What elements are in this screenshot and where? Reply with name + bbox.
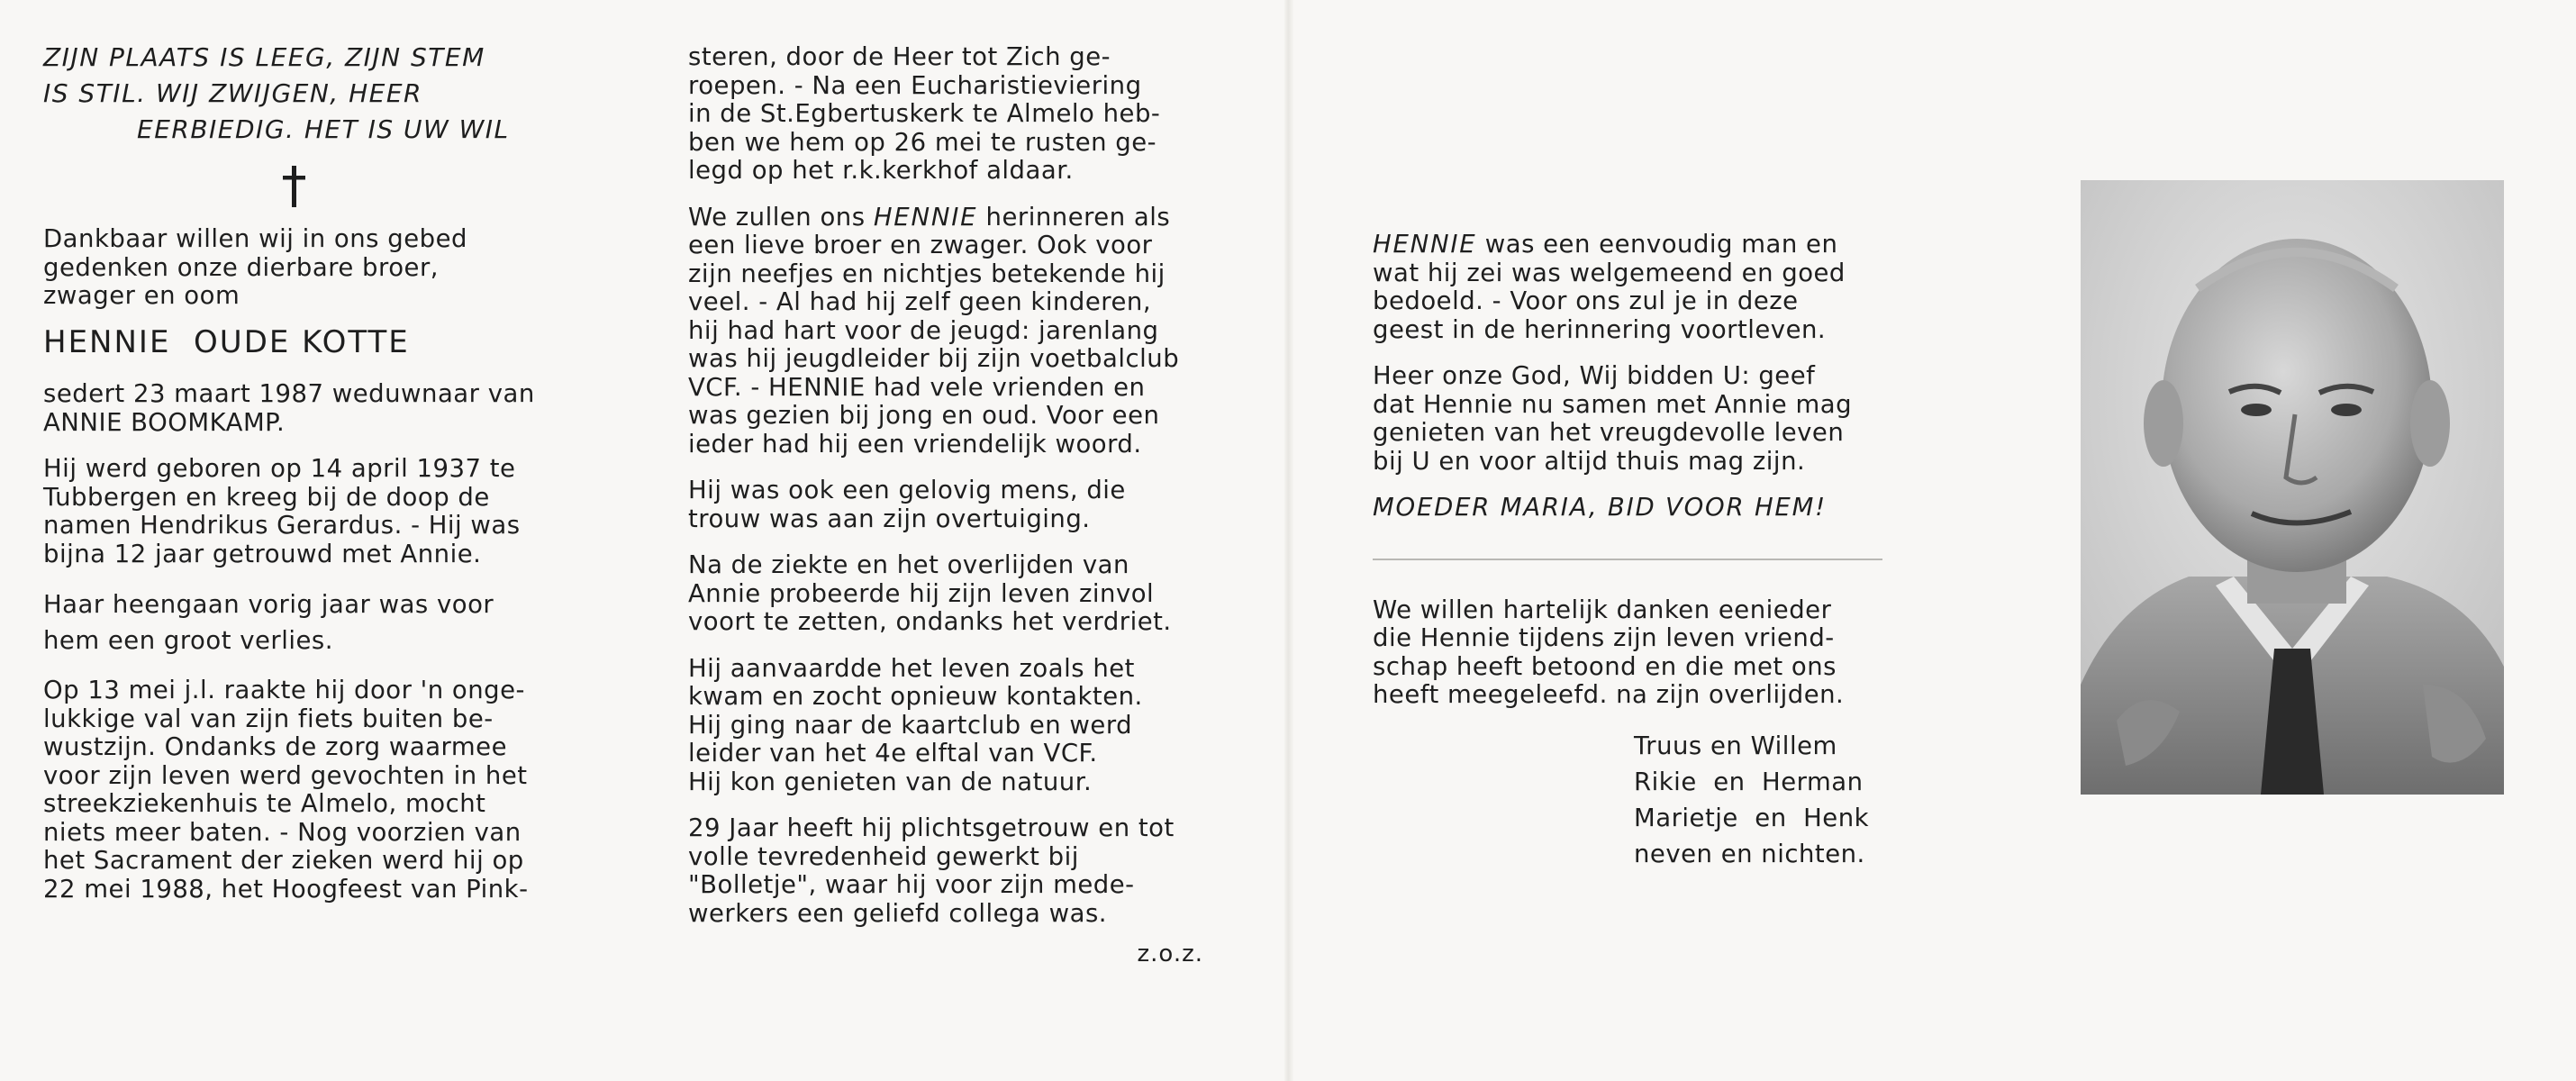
loss-text: Haar heengaan vorig jaar was voor hem een groot verlies.: [43, 590, 494, 655]
portrait-photo: [2081, 180, 2504, 795]
thanks-text: We willen hartelijk danken eenieder die Hennie tijdens zijn leven vriend- schap heeft betoond en die met ons heeft meegeleefd. na zijn overlijden.: [1373, 595, 1845, 709]
remembrance-start: We zullen ons: [688, 202, 874, 232]
card-fold: [1284, 0, 1293, 1081]
character-text: [1373, 231, 1890, 344]
acceptance-text: Hij aanvaardde het leven zoals het kwam en zocht opnieuw kontakten. Hij ging naar de kaartclub en werd leider van het 4e elftal van VCF. Hij kon genieten van de natuur.: [688, 653, 1143, 796]
remembrance-name: HENNIE: [873, 202, 978, 232]
remembrance-text: [688, 204, 1203, 459]
birth-text: Hij werd geboren op 14 april 1937 te Tubbergen en kreeg bij de doop de namen Hendrikus Gerardus. - Hij was bijna 12 jaar getrouwd met Annie.: [43, 454, 521, 568]
right-page-column: [1373, 231, 1890, 872]
deceased-name: HENNIE OUDE KOTTE: [43, 323, 410, 360]
character-rest: was een eenvoudig man en wat hij zei was welgemeend en goed bedoeld. - Voor ons zul je in deze geest in de herinnering voortleven.: [1373, 230, 1846, 344]
turn-over-note: z.o.z.: [1137, 940, 1203, 967]
divider-line: [1373, 559, 1882, 560]
after-illness-text: Na de ziekte en het overlijden van Annie probeerde hij zijn leven zinvol voort te zetten, ondanks het verdriet.: [688, 550, 1172, 636]
faith-text: Hij was ook een gelovig mens, die trouw was aan zijn overtuiging.: [688, 476, 1126, 533]
character-name: HENNIE: [1373, 230, 1477, 259]
work-text: 29 Jaar heeft hij plichtsgetrouw en tot volle tevredenheid gewerkt bij "Bolletje", waar hij voor zijn mede- werkers een geliefd collega was.: [688, 813, 1175, 928]
signers: Truus en Willem Rikie en Herman Marietje en Henk neven en nichten.: [1634, 731, 1870, 868]
motto: ZIJN PLAATS IS LEEG, ZIJN STEM IS STIL. WIJ ZWIJGEN, HEER EERBIEDIG. HET IS UW WIL: [43, 42, 510, 144]
left-page-column: [43, 40, 557, 922]
prayer-closing: MOEDER MARIA, BID VOOR HEM!: [1373, 493, 1827, 522]
accident-text: Op 13 mei j.l. raakte hij door 'n onge- lukkige val van zijn fiets buiten be- wustzijn. Ondanks de zorg waarmee voor zijn leven werd gevochten in het streekziekenhuis te Almelo, mocht niets meer baten. - Nog voorzien van het Sacrament der zieken werd hij op 22 mei 1988, het Hoogfeest van Pink-: [43, 676, 529, 904]
intro-text: Dankbaar willen wij in ons gebed gedenken onze dierbare broer, zwager en oom: [43, 224, 467, 310]
funeral-text: steren, door de Heer tot Zich ge- roepen. - Na een Eucharistieviering in de St.Egbertuskerk te Almelo heb- ben we hem op 26 mei te rusten ge- legd op het r.k.kerkhof aldaar.: [688, 42, 1161, 185]
middle-page-column: [688, 43, 1203, 969]
remembrance-rest: herinneren als een lieve broer en zwager. Ook voor zijn neefjes en nichtjes betekende hij veel. - Al had hij zelf geen kinderen, hij had hart voor de jeugd: jarenlang was hij jeugdleider bij zijn voetbalclub VCF. - HENNIE had vele vrienden en was gezien bij jong en oud. Voor een ieder had hij een vriendelijk woord.: [688, 202, 1180, 459]
prayer-text: Heer onze God, Wij bidden U: geef dat Hennie nu samen met Annie mag genieten van het vreugdevolle leven bij U en voor altijd thuis mag zijn.: [1373, 361, 1853, 476]
cross-icon: [43, 162, 557, 216]
widower-text: sedert 23 maart 1987 weduwnaar van ANNIE BOOMKAMP.: [43, 379, 535, 437]
